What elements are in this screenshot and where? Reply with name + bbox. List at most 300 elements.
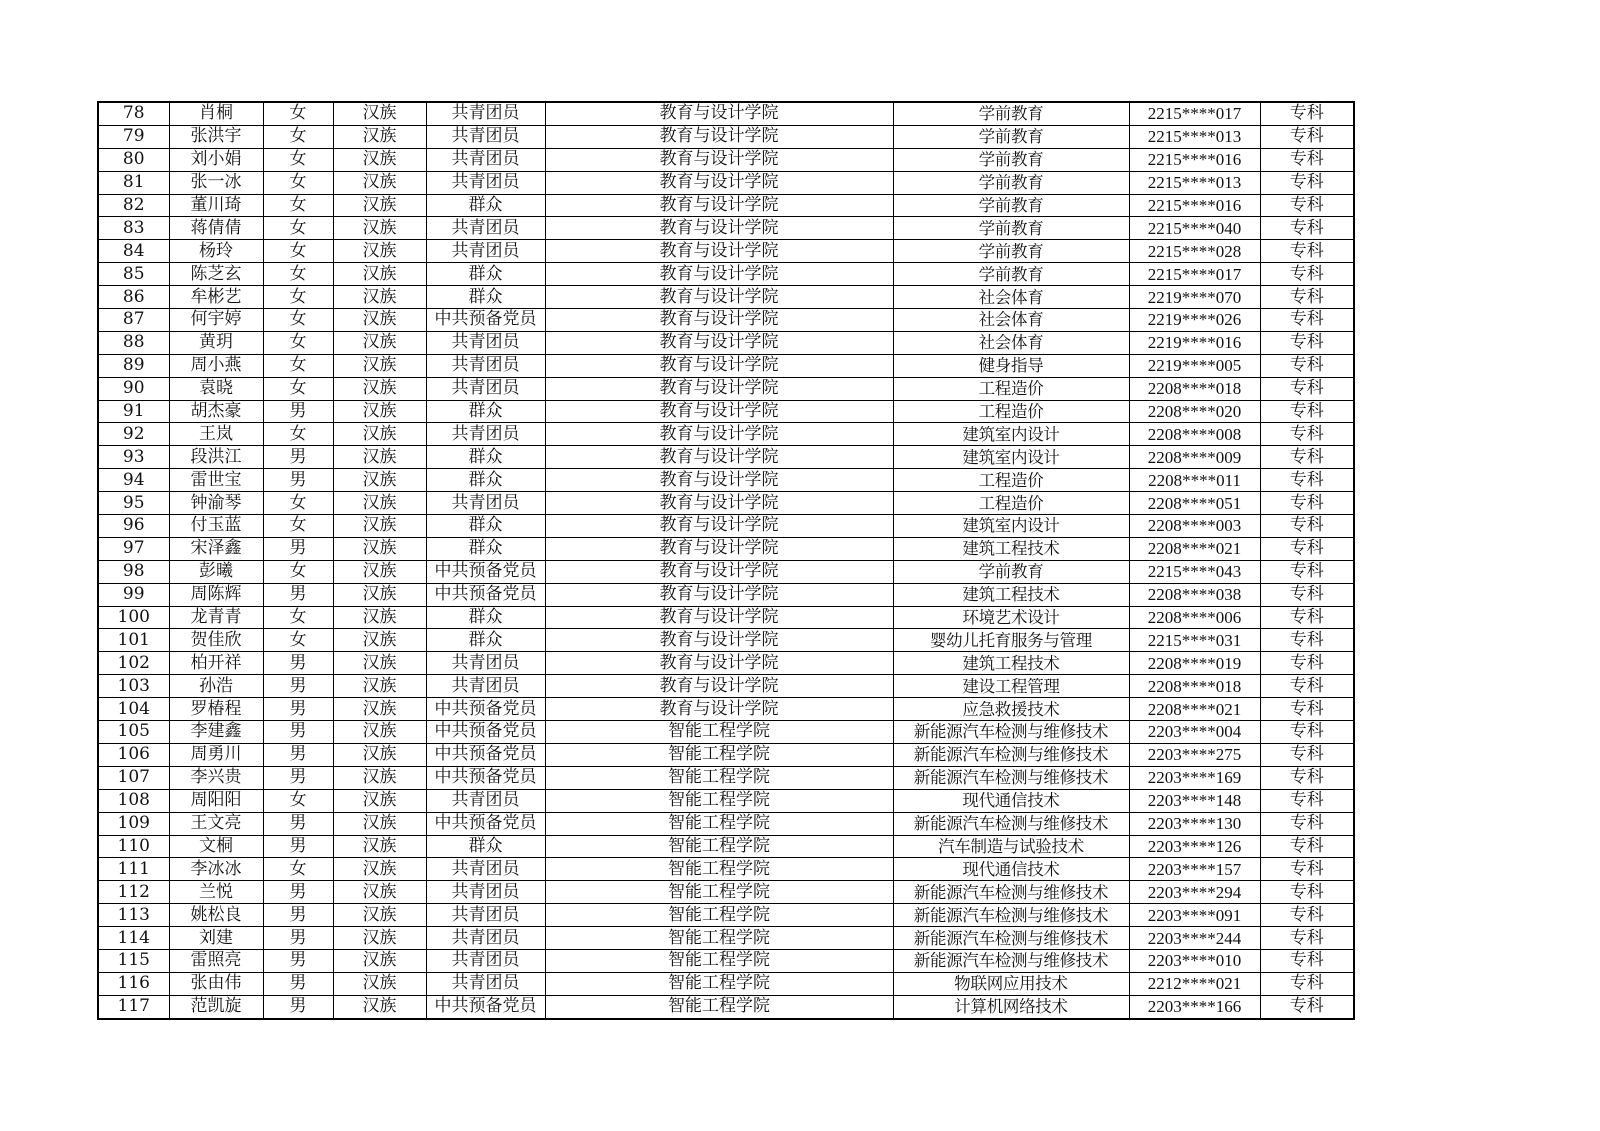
college-cell: 智能工程学院 (545, 743, 893, 766)
gender-cell: 男 (263, 835, 333, 858)
table-row (98, 881, 1354, 904)
major-cell: 新能源汽车检测与维修技术 (893, 766, 1129, 789)
ethnicity-cell: 汉族 (333, 423, 426, 446)
student-name-cell: 周勇川 (169, 743, 263, 766)
major-cell: 工程造价 (893, 400, 1129, 423)
education-level-cell: 专科 (1260, 927, 1354, 950)
student-id-cell: 2203****169 (1129, 766, 1260, 789)
table-row (98, 766, 1354, 789)
major-cell: 学前教育 (893, 263, 1129, 286)
student-id-cell: 2203****148 (1129, 789, 1260, 812)
student-id-cell: 2215****016 (1129, 148, 1260, 171)
table-row (98, 995, 1354, 1018)
table-row (98, 537, 1354, 560)
ethnicity-cell: 汉族 (333, 721, 426, 744)
education-level-cell: 专科 (1260, 377, 1354, 400)
ethnicity-cell: 汉族 (333, 927, 426, 950)
student-name-cell: 张洪宇 (169, 125, 263, 148)
political-status-cell: 共青团员 (426, 377, 545, 400)
student-id-cell: 2215****040 (1129, 217, 1260, 240)
student-id-cell: 2203****166 (1129, 995, 1260, 1018)
student-id-cell: 2215****013 (1129, 125, 1260, 148)
ethnicity-cell: 汉族 (333, 240, 426, 263)
ethnicity-cell: 汉族 (333, 675, 426, 698)
major-cell: 物联网应用技术 (893, 972, 1129, 995)
college-cell: 教育与设计学院 (545, 492, 893, 515)
row-number-cell: 109 (98, 812, 169, 835)
college-cell: 教育与设计学院 (545, 263, 893, 286)
table-row (98, 904, 1354, 927)
college-cell: 智能工程学院 (545, 904, 893, 927)
college-cell: 教育与设计学院 (545, 148, 893, 171)
row-number-cell: 114 (98, 927, 169, 950)
student-name-cell: 周阳阳 (169, 789, 263, 812)
major-cell: 婴幼儿托育服务与管理 (893, 629, 1129, 652)
education-level-cell: 专科 (1260, 125, 1354, 148)
major-cell: 健身指导 (893, 354, 1129, 377)
major-cell: 建筑工程技术 (893, 652, 1129, 675)
education-level-cell: 专科 (1260, 629, 1354, 652)
student-id-cell: 2203****126 (1129, 835, 1260, 858)
ethnicity-cell: 汉族 (333, 789, 426, 812)
major-cell: 学前教育 (893, 125, 1129, 148)
political-status-cell: 共青团员 (426, 949, 545, 972)
student-id-cell: 2203****275 (1129, 743, 1260, 766)
college-cell: 教育与设计学院 (545, 171, 893, 194)
table-row (98, 400, 1354, 423)
gender-cell: 男 (263, 400, 333, 423)
gender-cell: 男 (263, 721, 333, 744)
student-id-cell: 2203****010 (1129, 949, 1260, 972)
student-name-cell: 钟渝琴 (169, 492, 263, 515)
student-name-cell: 雷照亮 (169, 949, 263, 972)
ethnicity-cell: 汉族 (333, 194, 426, 217)
student-id-cell: 2215****031 (1129, 629, 1260, 652)
ethnicity-cell: 汉族 (333, 171, 426, 194)
student-id-cell: 2219****005 (1129, 354, 1260, 377)
gender-cell: 女 (263, 858, 333, 881)
political-status-cell: 群众 (426, 446, 545, 469)
student-id-cell: 2208****021 (1129, 698, 1260, 721)
college-cell: 教育与设计学院 (545, 560, 893, 583)
major-cell: 社会体育 (893, 331, 1129, 354)
gender-cell: 男 (263, 812, 333, 835)
education-level-cell: 专科 (1260, 721, 1354, 744)
student-name-cell: 李兴贵 (169, 766, 263, 789)
table-row (98, 194, 1354, 217)
college-cell: 智能工程学院 (545, 949, 893, 972)
education-level-cell: 专科 (1260, 560, 1354, 583)
row-number-cell: 84 (98, 240, 169, 263)
row-number-cell: 104 (98, 698, 169, 721)
college-cell: 教育与设计学院 (545, 446, 893, 469)
table-row (98, 949, 1354, 972)
education-level-cell: 专科 (1260, 675, 1354, 698)
table-row (98, 354, 1354, 377)
education-level-cell: 专科 (1260, 423, 1354, 446)
ethnicity-cell: 汉族 (333, 652, 426, 675)
ethnicity-cell: 汉族 (333, 331, 426, 354)
student-id-cell: 2208****009 (1129, 446, 1260, 469)
table-row (98, 652, 1354, 675)
student-name-cell: 周小燕 (169, 354, 263, 377)
political-status-cell: 共青团员 (426, 148, 545, 171)
gender-cell: 男 (263, 949, 333, 972)
gender-cell: 男 (263, 995, 333, 1018)
row-number-cell: 102 (98, 652, 169, 675)
row-number-cell: 92 (98, 423, 169, 446)
political-status-cell: 共青团员 (426, 904, 545, 927)
student-name-cell: 胡杰豪 (169, 400, 263, 423)
education-level-cell: 专科 (1260, 972, 1354, 995)
college-cell: 教育与设计学院 (545, 354, 893, 377)
gender-cell: 男 (263, 675, 333, 698)
student-name-cell: 张一冰 (169, 171, 263, 194)
education-level-cell: 专科 (1260, 698, 1354, 721)
gender-cell: 男 (263, 972, 333, 995)
gender-cell: 女 (263, 148, 333, 171)
political-status-cell: 共青团员 (426, 125, 545, 148)
student-id-cell: 2203****091 (1129, 904, 1260, 927)
education-level-cell: 专科 (1260, 354, 1354, 377)
gender-cell: 女 (263, 240, 333, 263)
ethnicity-cell: 汉族 (333, 469, 426, 492)
student-id-cell: 2212****021 (1129, 972, 1260, 995)
political-status-cell: 群众 (426, 263, 545, 286)
major-cell: 现代通信技术 (893, 858, 1129, 881)
education-level-cell: 专科 (1260, 331, 1354, 354)
table-row (98, 743, 1354, 766)
student-name-cell: 张由伟 (169, 972, 263, 995)
major-cell: 新能源汽车检测与维修技术 (893, 812, 1129, 835)
gender-cell: 女 (263, 217, 333, 240)
student-name-cell: 陈芝玄 (169, 263, 263, 286)
student-id-cell: 2203****157 (1129, 858, 1260, 881)
college-cell: 教育与设计学院 (545, 125, 893, 148)
education-level-cell: 专科 (1260, 217, 1354, 240)
row-number-cell: 112 (98, 881, 169, 904)
row-number-cell: 80 (98, 148, 169, 171)
gender-cell: 男 (263, 446, 333, 469)
political-status-cell: 中共预备党员 (426, 766, 545, 789)
college-cell: 教育与设计学院 (545, 286, 893, 309)
student-name-cell: 贺佳欣 (169, 629, 263, 652)
major-cell: 建设工程管理 (893, 675, 1129, 698)
student-name-cell: 李冰冰 (169, 858, 263, 881)
political-status-cell: 群众 (426, 515, 545, 538)
political-status-cell: 群众 (426, 537, 545, 560)
ethnicity-cell: 汉族 (333, 743, 426, 766)
ethnicity-cell: 汉族 (333, 125, 426, 148)
education-level-cell: 专科 (1260, 995, 1354, 1018)
major-cell: 社会体育 (893, 309, 1129, 332)
education-level-cell: 专科 (1260, 171, 1354, 194)
education-level-cell: 专科 (1260, 515, 1354, 538)
college-cell: 智能工程学院 (545, 812, 893, 835)
table-row (98, 171, 1354, 194)
college-cell: 教育与设计学院 (545, 102, 893, 125)
gender-cell: 女 (263, 423, 333, 446)
student-name-cell: 范凯旋 (169, 995, 263, 1018)
education-level-cell: 专科 (1260, 263, 1354, 286)
major-cell: 建筑室内设计 (893, 446, 1129, 469)
political-status-cell: 群众 (426, 469, 545, 492)
college-cell: 教育与设计学院 (545, 377, 893, 400)
row-number-cell: 111 (98, 858, 169, 881)
education-level-cell: 专科 (1260, 766, 1354, 789)
political-status-cell: 群众 (426, 400, 545, 423)
student-id-cell: 2208****020 (1129, 400, 1260, 423)
table-row (98, 972, 1354, 995)
ethnicity-cell: 汉族 (333, 400, 426, 423)
major-cell: 工程造价 (893, 492, 1129, 515)
ethnicity-cell: 汉族 (333, 537, 426, 560)
college-cell: 教育与设计学院 (545, 331, 893, 354)
row-number-cell: 90 (98, 377, 169, 400)
table-row (98, 606, 1354, 629)
table-row (98, 377, 1354, 400)
student-id-cell: 2208****051 (1129, 492, 1260, 515)
major-cell: 学前教育 (893, 217, 1129, 240)
ethnicity-cell: 汉族 (333, 881, 426, 904)
table-row (98, 446, 1354, 469)
student-name-cell: 王岚 (169, 423, 263, 446)
student-id-cell: 2219****016 (1129, 331, 1260, 354)
gender-cell: 女 (263, 354, 333, 377)
political-status-cell: 共青团员 (426, 217, 545, 240)
student-name-cell: 龙青青 (169, 606, 263, 629)
row-number-cell: 86 (98, 286, 169, 309)
row-number-cell: 103 (98, 675, 169, 698)
college-cell: 教育与设计学院 (545, 606, 893, 629)
political-status-cell: 共青团员 (426, 881, 545, 904)
ethnicity-cell: 汉族 (333, 102, 426, 125)
student-id-cell: 2208****019 (1129, 652, 1260, 675)
gender-cell: 男 (263, 698, 333, 721)
major-cell: 建筑室内设计 (893, 515, 1129, 538)
major-cell: 建筑工程技术 (893, 537, 1129, 560)
education-level-cell: 专科 (1260, 194, 1354, 217)
row-number-cell: 91 (98, 400, 169, 423)
row-number-cell: 101 (98, 629, 169, 652)
gender-cell: 男 (263, 766, 333, 789)
table-row (98, 125, 1354, 148)
education-level-cell: 专科 (1260, 743, 1354, 766)
student-id-cell: 2215****028 (1129, 240, 1260, 263)
college-cell: 教育与设计学院 (545, 217, 893, 240)
student-list-table (97, 101, 1355, 1020)
gender-cell: 男 (263, 537, 333, 560)
education-level-cell: 专科 (1260, 309, 1354, 332)
student-name-cell: 蒋倩倩 (169, 217, 263, 240)
education-level-cell: 专科 (1260, 102, 1354, 125)
political-status-cell: 共青团员 (426, 972, 545, 995)
student-name-cell: 宋泽鑫 (169, 537, 263, 560)
student-id-cell: 2208****018 (1129, 377, 1260, 400)
ethnicity-cell: 汉族 (333, 263, 426, 286)
ethnicity-cell: 汉族 (333, 286, 426, 309)
row-number-cell: 78 (98, 102, 169, 125)
student-id-cell: 2203****244 (1129, 927, 1260, 950)
college-cell: 教育与设计学院 (545, 423, 893, 446)
row-number-cell: 107 (98, 766, 169, 789)
college-cell: 智能工程学院 (545, 927, 893, 950)
education-level-cell: 专科 (1260, 400, 1354, 423)
major-cell: 建筑工程技术 (893, 583, 1129, 606)
table-row (98, 469, 1354, 492)
ethnicity-cell: 汉族 (333, 835, 426, 858)
ethnicity-cell: 汉族 (333, 377, 426, 400)
political-status-cell: 群众 (426, 606, 545, 629)
education-level-cell: 专科 (1260, 469, 1354, 492)
education-level-cell: 专科 (1260, 606, 1354, 629)
political-status-cell: 共青团员 (426, 652, 545, 675)
student-name-cell: 肖桐 (169, 102, 263, 125)
college-cell: 智能工程学院 (545, 835, 893, 858)
major-cell: 应急救援技术 (893, 698, 1129, 721)
ethnicity-cell: 汉族 (333, 560, 426, 583)
row-number-cell: 93 (98, 446, 169, 469)
student-name-cell: 董川琦 (169, 194, 263, 217)
table-row (98, 721, 1354, 744)
row-number-cell: 115 (98, 949, 169, 972)
student-id-cell: 2208****008 (1129, 423, 1260, 446)
student-id-cell: 2208****021 (1129, 537, 1260, 560)
college-cell: 教育与设计学院 (545, 469, 893, 492)
row-number-cell: 89 (98, 354, 169, 377)
major-cell: 汽车制造与试验技术 (893, 835, 1129, 858)
political-status-cell: 中共预备党员 (426, 812, 545, 835)
gender-cell: 女 (263, 263, 333, 286)
ethnicity-cell: 汉族 (333, 309, 426, 332)
college-cell: 智能工程学院 (545, 789, 893, 812)
major-cell: 学前教育 (893, 560, 1129, 583)
ethnicity-cell: 汉族 (333, 698, 426, 721)
education-level-cell: 专科 (1260, 148, 1354, 171)
table-row (98, 217, 1354, 240)
row-number-cell: 116 (98, 972, 169, 995)
college-cell: 教育与设计学院 (545, 309, 893, 332)
gender-cell: 女 (263, 629, 333, 652)
gender-cell: 女 (263, 515, 333, 538)
student-id-cell: 2203****130 (1129, 812, 1260, 835)
political-status-cell: 共青团员 (426, 675, 545, 698)
student-name-cell: 何宇婷 (169, 309, 263, 332)
political-status-cell: 中共预备党员 (426, 583, 545, 606)
gender-cell: 女 (263, 789, 333, 812)
major-cell: 新能源汽车检测与维修技术 (893, 743, 1129, 766)
major-cell: 社会体育 (893, 286, 1129, 309)
education-level-cell: 专科 (1260, 904, 1354, 927)
political-status-cell: 共青团员 (426, 354, 545, 377)
student-id-cell: 2219****026 (1129, 309, 1260, 332)
major-cell: 学前教育 (893, 171, 1129, 194)
student-id-cell: 2203****004 (1129, 721, 1260, 744)
major-cell: 学前教育 (893, 194, 1129, 217)
table-row (98, 309, 1354, 332)
political-status-cell: 群众 (426, 629, 545, 652)
political-status-cell: 共青团员 (426, 789, 545, 812)
student-id-cell: 2215****017 (1129, 263, 1260, 286)
row-number-cell: 100 (98, 606, 169, 629)
row-number-cell: 108 (98, 789, 169, 812)
education-level-cell: 专科 (1260, 583, 1354, 606)
gender-cell: 女 (263, 492, 333, 515)
student-name-cell: 牟彬艺 (169, 286, 263, 309)
college-cell: 教育与设计学院 (545, 629, 893, 652)
table-row (98, 812, 1354, 835)
row-number-cell: 85 (98, 263, 169, 286)
major-cell: 工程造价 (893, 469, 1129, 492)
political-status-cell: 中共预备党员 (426, 698, 545, 721)
political-status-cell: 群众 (426, 835, 545, 858)
college-cell: 教育与设计学院 (545, 652, 893, 675)
gender-cell: 男 (263, 743, 333, 766)
table-row (98, 286, 1354, 309)
gender-cell: 女 (263, 194, 333, 217)
education-level-cell: 专科 (1260, 286, 1354, 309)
college-cell: 教育与设计学院 (545, 400, 893, 423)
student-id-cell: 2208****006 (1129, 606, 1260, 629)
student-name-cell: 兰悦 (169, 881, 263, 904)
table-row (98, 148, 1354, 171)
student-id-cell: 2208****018 (1129, 675, 1260, 698)
political-status-cell: 共青团员 (426, 240, 545, 263)
ethnicity-cell: 汉族 (333, 148, 426, 171)
ethnicity-cell: 汉族 (333, 904, 426, 927)
political-status-cell: 共青团员 (426, 331, 545, 354)
education-level-cell: 专科 (1260, 835, 1354, 858)
political-status-cell: 共青团员 (426, 171, 545, 194)
table-body (98, 102, 1354, 1019)
table-row (98, 583, 1354, 606)
student-name-cell: 孙浩 (169, 675, 263, 698)
student-name-cell: 杨玲 (169, 240, 263, 263)
gender-cell: 男 (263, 927, 333, 950)
education-level-cell: 专科 (1260, 537, 1354, 560)
row-number-cell: 82 (98, 194, 169, 217)
table-row (98, 102, 1354, 125)
college-cell: 教育与设计学院 (545, 698, 893, 721)
political-status-cell: 共青团员 (426, 858, 545, 881)
row-number-cell: 94 (98, 469, 169, 492)
gender-cell: 女 (263, 560, 333, 583)
row-number-cell: 95 (98, 492, 169, 515)
college-cell: 教育与设计学院 (545, 583, 893, 606)
major-cell: 建筑室内设计 (893, 423, 1129, 446)
gender-cell: 女 (263, 606, 333, 629)
political-status-cell: 中共预备党员 (426, 309, 545, 332)
student-id-cell: 2203****294 (1129, 881, 1260, 904)
row-number-cell: 105 (98, 721, 169, 744)
row-number-cell: 96 (98, 515, 169, 538)
gender-cell: 女 (263, 309, 333, 332)
gender-cell: 男 (263, 469, 333, 492)
education-level-cell: 专科 (1260, 446, 1354, 469)
student-name-cell: 袁晓 (169, 377, 263, 400)
row-number-cell: 88 (98, 331, 169, 354)
major-cell: 学前教育 (893, 102, 1129, 125)
gender-cell: 男 (263, 881, 333, 904)
row-number-cell: 110 (98, 835, 169, 858)
gender-cell: 女 (263, 125, 333, 148)
major-cell: 新能源汽车检测与维修技术 (893, 927, 1129, 950)
table-row (98, 492, 1354, 515)
ethnicity-cell: 汉族 (333, 492, 426, 515)
gender-cell: 男 (263, 583, 333, 606)
education-level-cell: 专科 (1260, 789, 1354, 812)
major-cell: 新能源汽车检测与维修技术 (893, 881, 1129, 904)
